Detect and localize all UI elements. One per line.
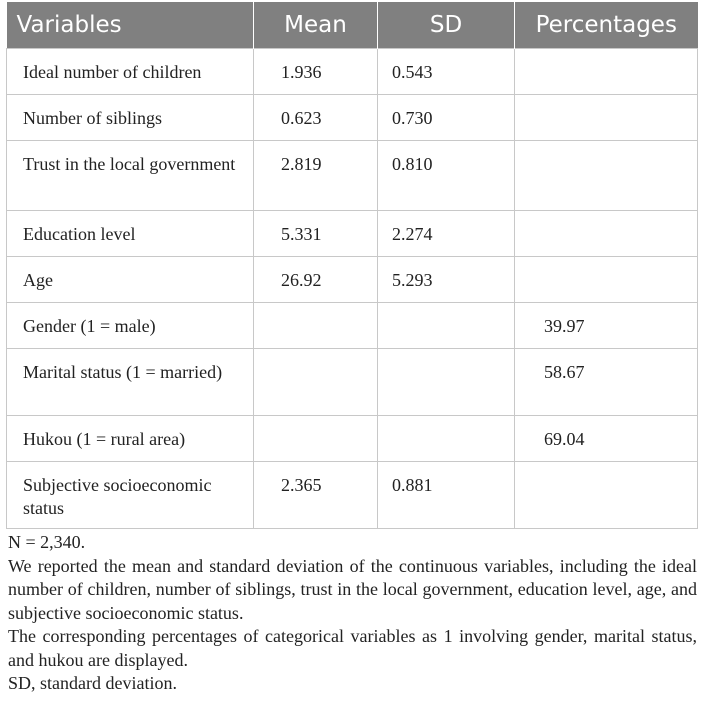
table-row <box>7 349 698 416</box>
variable-cell: Gender (1 = male) <box>7 303 254 349</box>
table-row <box>7 49 698 95</box>
percentage-cell: 39.97 <box>515 303 698 349</box>
variable-cell: Trust in the local government <box>7 141 254 211</box>
sd-cell: 0.730 <box>378 95 515 141</box>
mean-cell <box>254 416 378 462</box>
mean-cell: 0.623 <box>254 95 378 141</box>
table-row <box>7 141 698 211</box>
percentage-cell: 69.04 <box>515 416 698 462</box>
percentage-cell <box>515 211 698 257</box>
table-row <box>7 303 698 349</box>
mean-cell: 1.936 <box>254 49 378 95</box>
mean-cell: 2.365 <box>254 462 378 529</box>
percentage-cell <box>515 141 698 211</box>
sd-cell: 2.274 <box>378 211 515 257</box>
descriptive-statistics-table-container <box>6 2 697 696</box>
percentage-cell <box>515 49 698 95</box>
sd-cell: 0.881 <box>378 462 515 529</box>
sd-cell <box>378 303 515 349</box>
table-row <box>7 95 698 141</box>
table-row <box>7 257 698 303</box>
header-mean: Mean <box>254 2 378 49</box>
descriptive-statistics-table <box>6 2 698 529</box>
header-sd: SD <box>378 2 515 49</box>
table-row <box>7 416 698 462</box>
sd-cell: 0.810 <box>378 141 515 211</box>
header-percentages: Percentages <box>515 2 698 49</box>
table-row <box>7 462 698 529</box>
sd-cell: 5.293 <box>378 257 515 303</box>
sd-cell: 0.543 <box>378 49 515 95</box>
mean-cell: 2.819 <box>254 141 378 211</box>
sd-cell <box>378 349 515 416</box>
variable-cell: Education level <box>7 211 254 257</box>
table-header-row <box>7 2 698 49</box>
abbreviation-note: SD, standard deviation. <box>8 673 177 693</box>
percentage-cell <box>515 95 698 141</box>
table-row <box>7 211 698 257</box>
variable-cell: Marital status (1 = married) <box>7 349 254 416</box>
variable-cell: Hukou (1 = rural area) <box>7 416 254 462</box>
mean-cell <box>254 349 378 416</box>
variable-cell: Age <box>7 257 254 303</box>
variable-cell: Number of siblings <box>7 95 254 141</box>
sd-cell <box>378 416 515 462</box>
mean-cell: 5.331 <box>254 211 378 257</box>
percentage-cell <box>515 257 698 303</box>
continuous-variables-note: We reported the mean and standard deviation of the continuous variables, including the ideal number of children, number of siblings, trust in the local government, education level, age, and subjective socioeconomic status. <box>8 555 697 623</box>
variable-cell: Subjective socioeconomic status <box>7 462 254 529</box>
table-footnotes <box>6 531 697 696</box>
mean-cell: 26.92 <box>254 257 378 303</box>
header-variables: Variables <box>7 2 254 49</box>
variable-cell: Ideal number of children <box>7 49 254 95</box>
categorical-variables-note: The corresponding percentages of categorical variables as 1 involving gender, marital status, and hukou are displayed. <box>8 626 697 670</box>
percentage-cell: 58.67 <box>515 349 698 416</box>
percentage-cell <box>515 462 698 529</box>
mean-cell <box>254 303 378 349</box>
sample-size-note: N = 2,340. <box>8 532 86 552</box>
